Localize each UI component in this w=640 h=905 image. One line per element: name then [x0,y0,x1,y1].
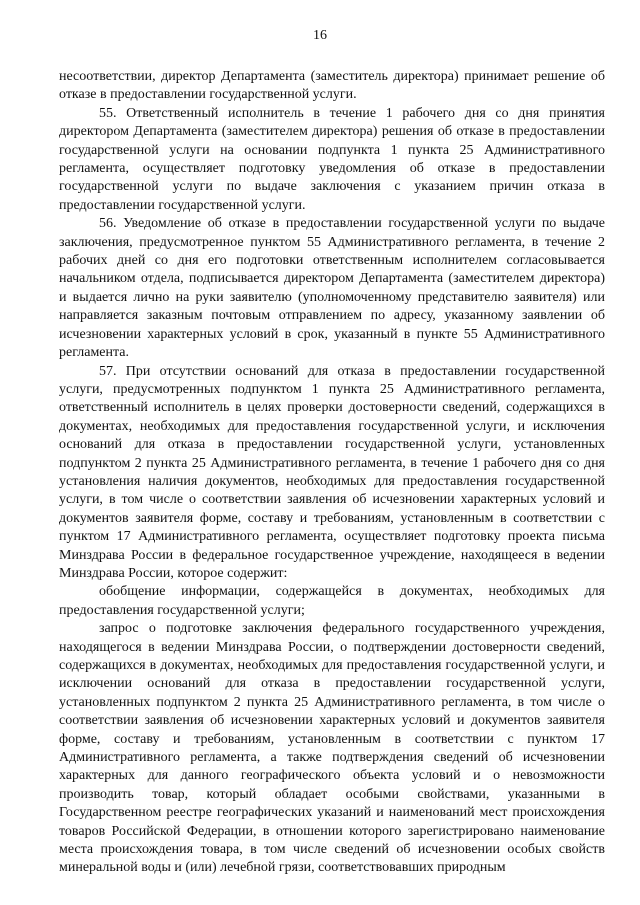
paragraph-55: 55. Ответственный исполнитель в течение 1 рабочего дня со дня принятия директором Департамента (заместителем директора) решения об отказе в предоставлении государственной услуги на основании подпункта 1 пункта 25 Административного регламента, осуществляет подготовку уведомления об отказе в предоставлении государственной услуги по выдаче заключения с указанием причин отказа в предоставлении государственной услуги. [59,105,605,213]
paragraph-57-item-summary: обобщение информации, содержащейся в документах, необходимых для предоставления государственной услуги; [59,584,605,618]
paragraph-57-item-request: запрос о подготовке заключения федерального государственного учреждения, находящегося в ведении Минздрава России, о подтверждении достоверности сведений, содержащихся в документах, необходимых для предоставления государственной услуги, и исключении оснований для отказа в предоставлении государственной услуги, установленных подпунктом 2 пункта 25 Административного регламента, в том числе о соответствии заявления об исчезновении характерных условий и документов заявителя форме, составу и требованиям, установленным в соответствии с пунктом 17 Административного регламента, а также подтверждения сведений об исчезновении характерных для данного географического объекта условий и о невозможности производить товар, который обладает особыми свойствами, указанными в Государственном реестре географических указаний и наименований мест происхождения товаров Российской Федерации, в отношении которого зарегистрировано наименование места происхождения товара, в том числе сведений об исчезновении особых свойств минеральной воды и (или) лечебной грязи, соответствовавших природным [59,621,605,876]
page-number: 16 [313,28,327,43]
document-body [59,68,605,878]
paragraph-continuation: несоответствии, директор Департамента (заместитель директора) принимает решение об отказе в предоставлении государственной услуги. [59,69,605,103]
paragraph-56: 56. Уведомление об отказе в предоставлении государственной услуги по выдаче заключения, предусмотренное пунктом 55 Административного регламента, в течение 2 рабочих дней со дня его подготовки ответственным исполнителем согласовывается начальником отдела, подписывается директором Департамента (заместителем директора) и выдается лично на руки заявителю (уполномоченному представителю заявителя) или направляется заказным почтовым отправлением по адресу, указанному заявлении об исчезновении характерных условий в срок, указанный в пункте 55 Административного регламента. [59,216,605,361]
paragraph-57: 57. При отсутствии оснований для отказа в предоставлении государственной услуги, предусмотренных подпунктом 1 пункта 25 Административного регламента, ответственный исполнитель в целях проверки достоверности сведений, содержащихся в документах, необходимых для предоставления государственной услуги, и исключения оснований для отказа в предоставлении государственной услуги, установленных подпунктом 2 пункта 25 Административного регламента, в течение 1 рабочего дня со дня установления наличия документов, необходимых для предоставления государственной услуги, в том числе о соответствии заявления об исчезновении характерных условий и документов заявителя форме, составу и требованиям, установленным в соответствии с пунктом 17 Административного регламента, осуществляет подготовку проекта письма Минздрава России в федеральное государственное учреждение, находящееся в ведении Минздрава России, которое содержит: [59,363,605,581]
